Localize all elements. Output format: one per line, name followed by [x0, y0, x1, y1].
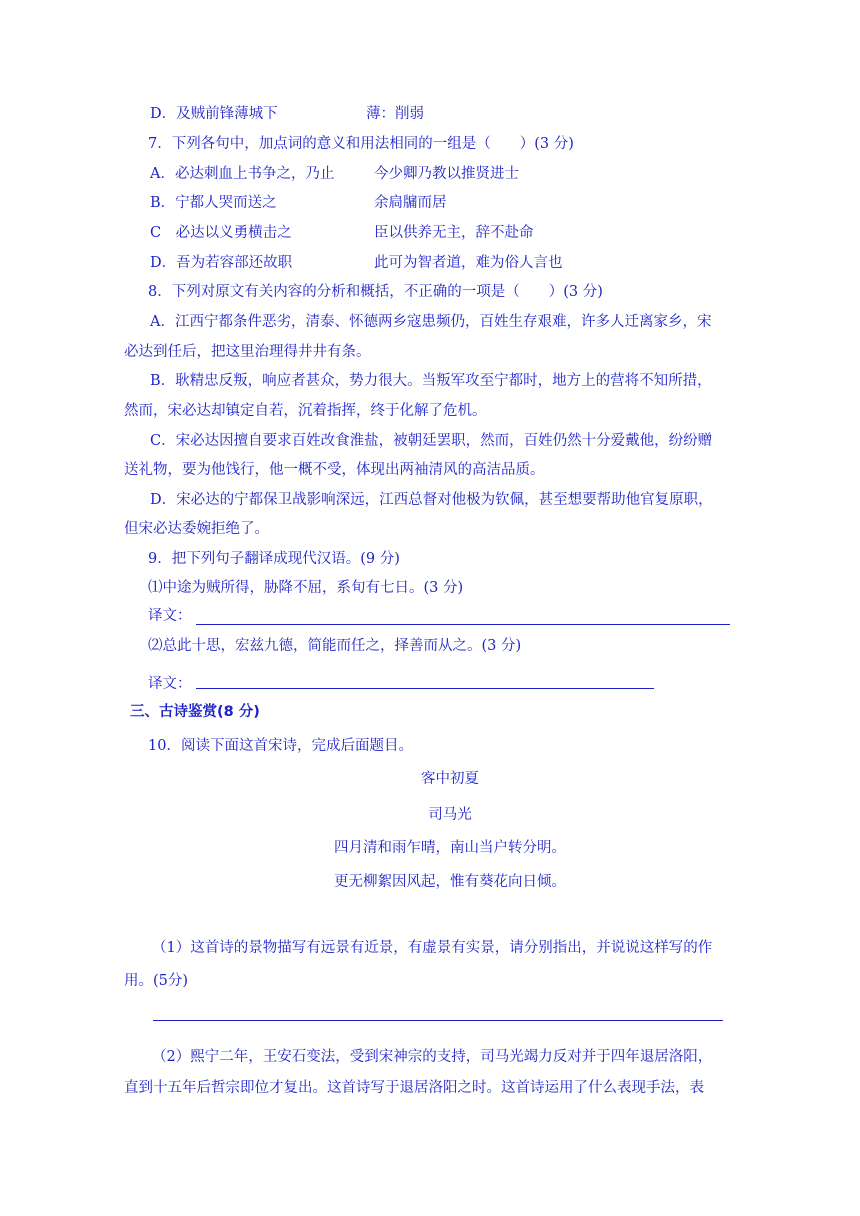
- q7-option-c-left: C 必达以义勇横击之: [150, 225, 292, 241]
- q9-sentence-2: ⑵总此十思，宏兹九德，简能而任之，择善而从之。(3 分): [148, 638, 522, 654]
- q9-answer-line-2[interactable]: [196, 688, 654, 689]
- q6-option-d-gloss: 薄：削弱: [366, 106, 424, 122]
- q9-answer-line-1[interactable]: [196, 624, 730, 625]
- q8-option-a-line1: A．江西宁都条件恶劣，清泰、怀德两乡寇患频仍，百姓生存艰难，许多人迁离家乡，宋: [150, 314, 712, 330]
- q7-option-d-left: D．吾为若容部还故职: [150, 255, 293, 271]
- q10-part1-line1: （1）这首诗的景物描写有远景有近景，有虚景有实景，请分别指出，并说说这样写的作: [152, 940, 713, 956]
- q7-option-a-left: A．必达刺血上书争之，乃止: [150, 166, 335, 182]
- q8-option-d-line1: D．宋必达的宁都保卫战影响深远，江西总督对他极为钦佩，甚至想要帮助他官复原职，: [150, 492, 713, 508]
- q8-option-c-line1: C．宋必达因擅自要求百姓改食淮盐，被朝廷罢职，然而，百姓仍然十分爱戴他，纷纷赠: [150, 433, 713, 449]
- q7-option-c-right: 臣以供养无主，辞不赴命: [374, 225, 534, 241]
- q10-part1-line2: 用。(5分): [124, 973, 189, 989]
- q7-stem: 7．下列各句中，加点词的意义和用法相同的一组是（ ）(3 分): [148, 136, 574, 152]
- q8-option-b-line2: 然而，宋必达却镇定自若，沉着指挥，终于化解了危机。: [124, 403, 487, 419]
- poem-line-2: 更无柳絮因风起，惟有葵花向日倾。: [334, 874, 566, 890]
- q9-answer-label-2: 译文：: [148, 676, 192, 692]
- q9-stem: 9．把下列句子翻译成现代汉语。(9 分): [148, 551, 400, 567]
- q9-sentence-1: ⑴中途为贼所得，胁降不屈，系旬有七日。(3 分): [148, 580, 464, 596]
- q8-option-d-line2: 但宋必达委婉拒绝了。: [124, 521, 269, 537]
- q7-option-b-right: 余扃牖而居: [374, 195, 447, 211]
- q7-option-d-right: 此可为智者道，难为俗人言也: [374, 255, 563, 271]
- q9-answer-label-1: 译文：: [148, 608, 192, 624]
- q10-part2-line1: （2）熙宁二年，王安石变法，受到宋神宗的支持，司马光竭力反对并于四年退居洛阳，: [152, 1049, 713, 1065]
- q6-option-d: [150, 104, 278, 124]
- q8-option-a-line2: 必达到任后，把这里治理得井井有条。: [124, 344, 371, 360]
- poem-line-1: 四月清和雨乍晴，南山当户转分明。: [334, 840, 566, 856]
- q7-option-b-left: B．宁都人哭而送之: [150, 195, 277, 211]
- poem-author: 司马光: [428, 807, 472, 823]
- q8-option-c-line2: 送礼物，要为他饯行，他一概不受，体现出两袖清风的高洁品质。: [124, 462, 545, 478]
- q6-option-d-text: D．及贼前锋薄城下: [150, 106, 278, 122]
- poem-title: 客中初夏: [421, 771, 479, 787]
- q8-option-b-line1: B．耿精忠反叛，响应者甚众，势力很大。当叛军攻至宁都时，地方上的营将不知所措，: [150, 373, 712, 389]
- q10-stem: 10．阅读下面这首宋诗，完成后面题目。: [148, 738, 413, 754]
- q8-stem: 8．下列对原文有关内容的分析和概括，不正确的一项是（ ）(3 分): [148, 284, 603, 300]
- q10-part1-answer-line[interactable]: [153, 1020, 723, 1021]
- q10-part2-line2: 直到十五年后哲宗即位才复出。这首诗写于退居洛阳之时。这首诗运用了什么表现手法，表: [124, 1080, 704, 1096]
- q7-option-a-right: 今少卿乃教以推贤进士: [374, 166, 519, 182]
- section-heading: 三、古诗鉴赏(8 分): [130, 704, 260, 720]
